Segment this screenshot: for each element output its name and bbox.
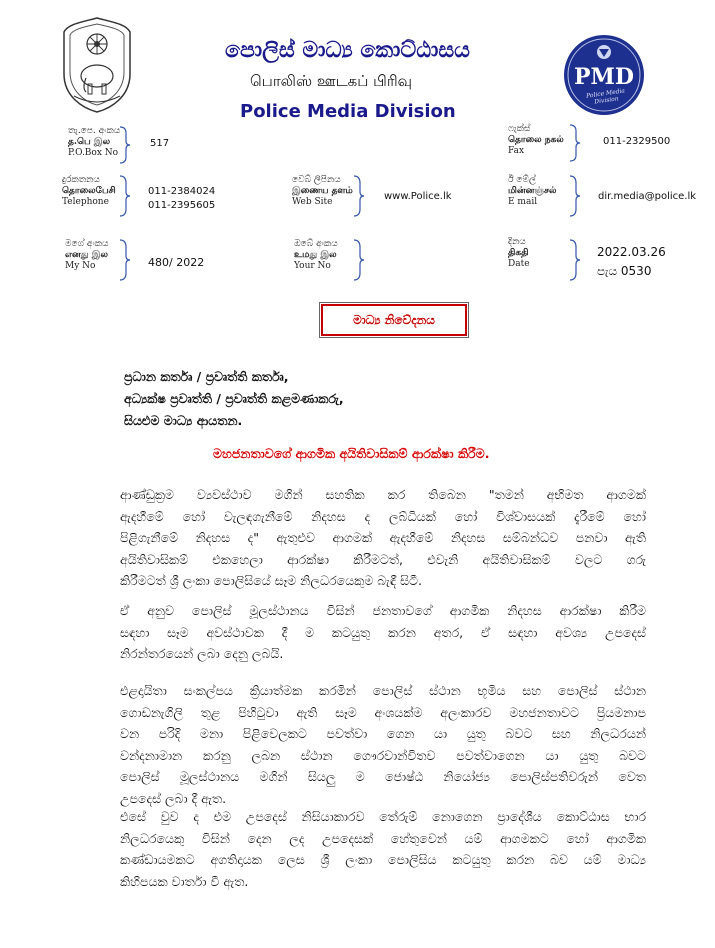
email-labels — [508, 175, 556, 208]
website-labels — [292, 175, 353, 208]
title-tamil: பொலிஸ் ஊடகப் பிரிவு — [250, 72, 413, 90]
paragraph-line: කණ්ඩායමකට අගතිදායක ලෙස ශ්‍රී ලංකා පොලිසිය කටයුතු කරන බව යම් මාධ්‍ය — [120, 852, 646, 867]
paragraph-line: ඇදහීමේ හෝ වැලඳගැනීමේ නිදහස ද ලබ්ධියක් හෝ විශ්වාසයක් දැරීමේ හෝ — [120, 508, 646, 524]
recipient-line: සියළුම මාධ්‍ය ආයතන. — [124, 413, 243, 428]
recipient-line: අධ්‍යක්ෂ ප්‍රවෘත්ති / ප්‍රවෘත්ති කළමණාකරු, — [124, 391, 344, 406]
telephone-label-en: Telephone — [62, 197, 109, 207]
date-label-ta: திகதி — [508, 248, 529, 258]
email-brace — [568, 174, 582, 218]
pobox-label-si: තැ.පෙ. අංකය — [68, 126, 121, 136]
pobox-value: 517 — [150, 138, 170, 149]
paragraph-line: වන පරිදි මනා පිළිවෙලකට පවත්වා ගෙන යා යුතු බවට සහ නිලධරයන් — [120, 726, 646, 741]
fax-labels — [508, 124, 564, 157]
website-label-ta: இணைய தளம் — [292, 186, 353, 196]
body-paragraph-3 — [120, 680, 646, 809]
my-no-brace — [118, 238, 132, 282]
paragraph-line: කිරීමටත් ශ්‍රී ලංකා පොලිසියේ සෑම නිලධරයෙකුම බැඳී සිටී. — [120, 573, 423, 588]
email-label-ta: மின்னஞ்சல் — [508, 186, 557, 196]
telephone-label-si: දුරකතනය — [62, 175, 100, 185]
paragraph-line: සඳහා සෑම අවස්ථාවක දී ම කටයුතු කරන අතර, ඒ සඳහා අවශ්‍ය උපදෙස් — [120, 624, 646, 640]
subject-line: මහජනතාවගේ ආගමික අයිතිවාසිකම් ආරක්ෂා කිරීම. — [213, 446, 490, 461]
paragraph-line: ඒ අනුව පොලිස් මූලස්ථානය විසින් ජනතාවගේ ආගමික නිදහස ආරක්ෂා කිරීම — [120, 603, 646, 618]
paragraph-line: එළදායිතා සංකල්පය ක්‍රියාත්මක කරමින් පොලිස් ස්ථාන භූමිය සහ පොලිස් ස්ථාන — [120, 683, 646, 698]
date-label-en: Date — [508, 259, 530, 269]
website-brace — [352, 174, 366, 218]
your-no-label-ta: உமது இல — [294, 250, 337, 260]
body-paragraph-2 — [120, 600, 646, 665]
press-release-title — [321, 304, 467, 336]
paragraph-line: අයිතිවාසිකම් එකහෙලා ආරක්ෂා කිරීමටත්, එවැනි අයිතිවාසිකම් වලට ගරු — [120, 551, 646, 567]
fax-label-en: Fax — [508, 146, 525, 156]
pobox-label-en: P.O.Box No — [68, 148, 119, 158]
body-paragraph-4 — [120, 806, 646, 892]
website-value[interactable]: www.Police.lk — [384, 191, 452, 202]
email-label-si: ඊ මේල් — [508, 175, 536, 185]
time-value: පැය 0530 — [597, 264, 652, 278]
telephone-value-1: 011-2384024 — [148, 186, 216, 197]
your-no-label-en: Your No — [294, 261, 331, 271]
title-sinhala: පොලිස් මාධ්‍ය කොට්ඨාසය — [225, 38, 470, 63]
police-crest-logo — [60, 14, 134, 114]
pmd-logo-text: PMD — [574, 64, 634, 90]
paragraph-line: උපදෙස් ලබා දී ඇත. — [120, 790, 227, 806]
telephone-value-2: 011-2395605 — [148, 200, 216, 211]
paragraph-line: ආණ්ඩුක්‍රම ව්‍යවස්ථාව මගින් සහතික කර තිබෙන "තමන් අභිමත ආගමක් — [120, 487, 646, 502]
date-value: 2022.03.26 — [597, 245, 666, 259]
my-no-labels — [65, 239, 109, 272]
telephone-brace — [118, 174, 132, 218]
fax-brace — [568, 123, 582, 163]
pobox-brace — [118, 125, 132, 165]
telephone-label-ta: தொலைபேசி — [62, 186, 116, 196]
paragraph-line: කිහිපයක වාර්තා වී ඇත. — [120, 873, 249, 889]
email-label-en: E mail — [508, 197, 538, 207]
website-label-si: වෙබ් ලිපිනය — [292, 175, 341, 185]
website-label-en: Web Site — [292, 197, 333, 207]
date-brace — [568, 238, 582, 282]
my-no-label-en: My No — [65, 261, 96, 271]
title-english: Police Media Division — [240, 101, 456, 122]
pobox-label-ta: த.பெ இல — [68, 137, 111, 147]
pmd-logo-subtext: Police Media Division — [585, 87, 626, 106]
pmd-logo — [563, 34, 645, 116]
pobox-labels — [68, 126, 120, 159]
paragraph-line: පිළිගැනීමේ නිදහස ද" ඇතුළුව ආගමක් ඇදහීමේ නිදහස සම්බන්ධව පනවා ඇති — [120, 530, 646, 545]
paragraph-line: පොලිස් මූලස්ථානය මගින් සියලු ම ජොෂ්ඨ නියෝජ්‍ය පොලිස්පතිවරුන් වෙත — [120, 769, 646, 784]
date-labels — [508, 237, 530, 270]
telephone-labels — [62, 175, 116, 208]
recipient-line: ප්‍රධාන කර්තෘ / ප්‍රවෘත්ති කර්තෘ, — [124, 369, 289, 384]
paragraph-line: ගොඩනැගිලි තුළ පිහිටුවා ඇති සෑම අංශයක්ම අලංකාරව මහජනතාවට ප්‍රියමනාප — [120, 704, 646, 720]
your-no-brace — [352, 238, 366, 282]
press-release-title-text: මාධ්‍ය නිවේදනය — [353, 312, 435, 327]
date-label-si: දිනය — [508, 237, 526, 247]
recipients — [124, 366, 344, 432]
paragraph-line: නිලධරයෙකු විසින් දෙන ලද උපදෙසක් හේතුවෙන් යම් ආගමකට හෝ ආගමික — [120, 830, 646, 846]
my-no-label-ta: எனது இல — [65, 250, 108, 260]
body-paragraph-1 — [120, 484, 646, 592]
your-no-labels — [294, 239, 338, 272]
my-no-label-si: මගේ අංකය — [65, 239, 109, 249]
paragraph-line: එසේ වුව ද එම උපදෙස් නිසියාකාරව තේරුම් නොගෙන ප්‍රාදේශීය කොට්ඨාස භාර — [120, 809, 646, 824]
paragraph-line: වන්දනාමාන කරනු ලබන ස්ථාන ගෞරවාන්විතව පවත්වාගෙන යා යුතු බවට — [120, 747, 646, 763]
fax-value: 011-2329500 — [603, 136, 671, 147]
paragraph-line: නිරන්තරයෙන් ලබා දෙනු ලබයි. — [120, 646, 284, 661]
fax-label-ta: தொலை நகல் — [508, 135, 564, 145]
email-value[interactable]: dir.media@police.lk — [598, 191, 697, 202]
my-no-value: 480/ 2022 — [148, 256, 205, 269]
fax-label-si: ෆැක්ස් — [508, 124, 531, 134]
your-no-label-si: ඔබේ අංකය — [294, 239, 338, 249]
